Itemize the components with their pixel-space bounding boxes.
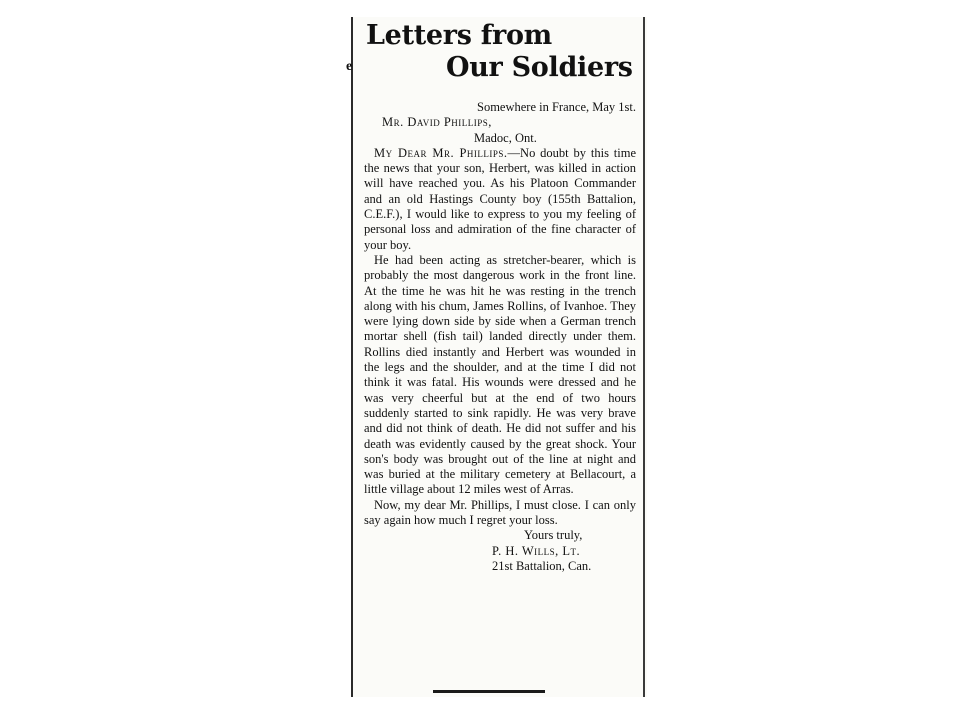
column-rule-right — [643, 17, 645, 697]
addressee-place: Madoc, Ont. — [474, 130, 537, 145]
adjacent-column-fragment: e — [346, 59, 353, 74]
signature-unit: 21st Battalion, Can. — [492, 558, 592, 573]
paragraph-2: He had been acting as stretcher-bearer, which is probably the most dangerous work in the front line. At the time he was hit he was resting in the trench along with his chum, James Rollins, of Ivanhoe. They were lying down side by side when a German trench mortar shell (fish tail) landed directly under them. Rollins died instantly and Herbert was wounded in the legs and the shoulder, and at the time I did not think it was fatal. His wounds were dressed and he was very cheerful but at the end of two hours suddenly started to sink rapidly. He was very brave and did not think of death. He did not suffer and his death was evidently caused by the great shock. Your son's body was brought out of the line at night and was buried at the military cemetery at Bellacourt, a little village about 12 miles west of Arras. — [364, 252, 636, 497]
dateline: Somewhere in France, May 1st. — [477, 100, 636, 114]
paragraph-3: Now, my dear Mr. Phillips, I must close. I can only say again how much I regret your loss. — [364, 497, 636, 528]
headline — [366, 20, 642, 84]
closing: Yours truly, — [524, 528, 583, 543]
headline-line-1: Letters from — [366, 20, 552, 51]
letter-body — [364, 100, 636, 574]
addressee-name: Mr. David Phillips, — [382, 115, 492, 130]
salutation: My Dear Mr. Phillips. — [374, 145, 508, 160]
signature-name: P. H. Wills, Lt. — [492, 543, 581, 558]
paragraph-1 — [364, 146, 636, 253]
paragraph-1-text: —No doubt by this time the news that your son, Herbert, was killed in action will have reached you. As his Platoon Commander and an old Hastings County boy (155th Battalion, C.E.F.), I would like to express to you my feeling of personal loss and admiration of the fine character of your boy. — [364, 145, 637, 252]
headline-line-2: Our Soldiers — [446, 52, 633, 83]
end-rule — [433, 690, 545, 693]
